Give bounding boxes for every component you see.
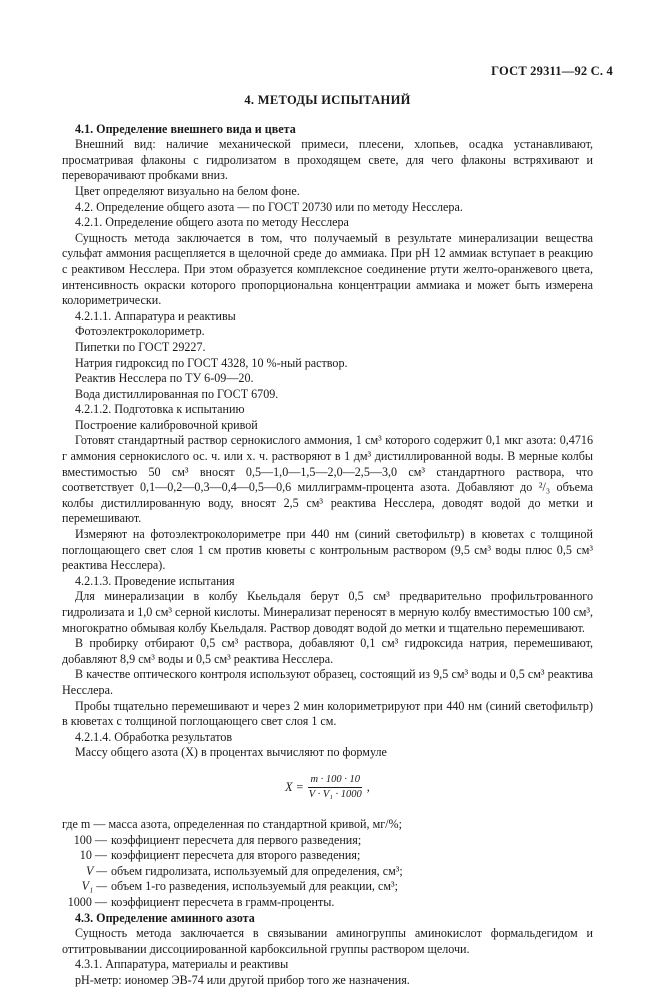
definition-text: объем 1-го разведения, используемый для реакции, см³; xyxy=(111,879,398,894)
formula-denominator: V · V₁ · 1000 xyxy=(308,788,362,800)
page-header: ГОСТ 29311—92 С. 4 xyxy=(491,64,613,78)
paragraph: 4.2. Определение общего азота — по ГОСТ 20730 или по методу Несслера. xyxy=(75,199,463,214)
paragraph: Внешний вид: наличие механической примеси, плесени, хлопьев, осадка устанавливают, просматривая флаконы с гидролизатом в проходящем свете, для чего флаконы встряхивают и переворачивают пробками вниз. xyxy=(62,137,593,183)
paragraph: 4.2.1.1. Аппаратура и реактивы xyxy=(75,308,236,323)
formula-fraction xyxy=(307,774,364,801)
definition-symbol: 100 — xyxy=(73,832,107,847)
paragraph: рН-метр: иономер ЭВ-74 или другой прибор того же назначения. xyxy=(75,972,410,987)
paragraph: В пробирку отбирают 0,5 см³ раствора, добавляют 0,1 см³ гидроксида натрия, перемешивают, добавляют 8,9 см³ воды и 0,5 см³ реактива Несслера. xyxy=(62,636,593,666)
definition-row xyxy=(62,895,593,911)
paragraph: Фотоэлектроколориметр. xyxy=(75,324,205,339)
paragraph: Измеряют на фотоэлектроколориметре при 440 нм (синий светофильтр) в кюветах с толщиной поглощающего свет слоя 1 см против кюветы с контрольным раствором (9,5 см³ воды плюс 0,5 см³ реактива Несслера). xyxy=(62,527,593,573)
definition-text: объем гидролизата, используемый для определения, см³; xyxy=(111,863,403,878)
formula xyxy=(62,774,593,801)
definition-symbol: где m — xyxy=(62,816,106,831)
page-content xyxy=(62,93,593,988)
paragraph: Сущность метода заключается в связывании аминогруппы аминокислот формальдегидом и оттитровывании диссоциированной карбоксильной группы раствором щелочи. xyxy=(62,926,593,956)
paragraph: 4.2.1.3. Проведение испытания xyxy=(75,573,235,588)
paragraph: Реактив Несслера по ТУ 6-09—20. xyxy=(75,371,254,386)
definition-text: коэффициент пересчета для первого разведения; xyxy=(111,832,362,847)
definition-row xyxy=(62,848,593,864)
formula-lhs: X = xyxy=(285,779,304,794)
definition-row xyxy=(62,817,593,833)
paragraph: Натрия гидроксид по ГОСТ 4328, 10 %-ный раствор. xyxy=(75,355,348,370)
paragraph: Массу общего азота (X) в процентах вычисляют по формуле xyxy=(75,745,387,760)
subsection-heading-4-1: 4.1. Определение внешнего вида и цвета xyxy=(75,121,296,136)
definition-symbol: 1000 — xyxy=(67,894,107,909)
paragraph: Цвет определяют визуально на белом фоне. xyxy=(75,183,300,198)
definition-text: коэффициент пересчета в грамм-проценты. xyxy=(111,894,335,909)
subsection-heading-4-3: 4.3. Определение аминного азота xyxy=(75,910,255,925)
paragraph: 4.2.1.2. Подготовка к испытанию xyxy=(75,402,245,417)
paragraph: Готовят стандартный раствор сернокислого аммония, 1 см³ которого содержит 0,1 мкг азота: 0,4716 г аммония сернокислого ос. ч. или х. ч. растворяют в 1 дм³ дистиллированной воды. В мерные колбы вместимостью 50 см³ вносят 0,5—1,0—1,5—2,0—2,5—3,0 см³ стандартного раствора, что соответствует 0,1—0,2—0,3—0,4—0,5—0,6 миллиграмм-процента азота. Добавляют до ²/₃ объема колбы дистиллированную воду, вносят 2,5 см³ реактива Несслера, доводят водой до метки и перемешивают. xyxy=(62,433,593,526)
formula-numerator: m · 100 · 10 xyxy=(308,774,362,788)
paragraph: Пробы тщательно перемешивают и через 2 мин колориметрируют при 440 нм (синий светофильтр) в кюветах с толщиной поглощающего свет слоя 1 см. xyxy=(62,698,593,729)
paragraph: 4.2.1.4. Обработка результатов xyxy=(75,729,233,744)
definition-row xyxy=(62,879,593,895)
paragraph: 4.3.1. Аппаратура, материалы и реактивы xyxy=(75,957,289,972)
definition-row xyxy=(62,833,593,849)
paragraph: Сущность метода заключается в том, что получаемый в результате минерализации вещества сульфат аммония расщепляется в щелочной среде до аммиака. При рН 12 аммиак вступает в реакцию с реактивом Несслера. При этом образуется комплексное соединение ртути желто-оранжевого цвета, интенсивность окраски которого пропорциональна концентрации аммиака и может быть измерена колориметрически. xyxy=(62,230,593,308)
section-title: 4. МЕТОДЫ ИСПЫТАНИЙ xyxy=(244,93,411,107)
formula-tail: , xyxy=(366,779,370,794)
definition-symbol: V — xyxy=(86,863,107,878)
paragraph: 4.2.1. Определение общего азота по методу Несслера xyxy=(75,215,349,230)
paragraph: Вода дистиллированная по ГОСТ 6709. xyxy=(75,386,279,401)
definition-text: масса азота, определенная по стандартной кривой, мг/%; xyxy=(108,816,402,831)
variable-definitions xyxy=(62,817,593,911)
paragraph: В качестве оптического контроля используют образец, состоящий из 9,5 см³ воды и 0,5 см³ реактива Несслера. xyxy=(62,667,593,697)
definition-text: коэффициент пересчета для второго разведения; xyxy=(111,848,361,863)
definition-symbol: 10 — xyxy=(79,848,107,863)
definition-symbol: V₁ — xyxy=(81,879,107,894)
paragraph: Построение калибровочной кривой xyxy=(75,417,258,432)
paragraph: Пипетки по ГОСТ 29227. xyxy=(75,339,206,354)
definition-row xyxy=(62,864,593,880)
paragraph: Для минерализации в колбу Кьельдаля берут 0,5 см³ предварительно профильтрованного гидролизата и 1,0 см³ серной кислоты. Минерализат переносят в мерную колбу вместимостью 100 см³, многократно обмывая колбу Кьельдаля. Раствор доводят водой до метки и тщательно перемешивают. xyxy=(62,589,593,635)
